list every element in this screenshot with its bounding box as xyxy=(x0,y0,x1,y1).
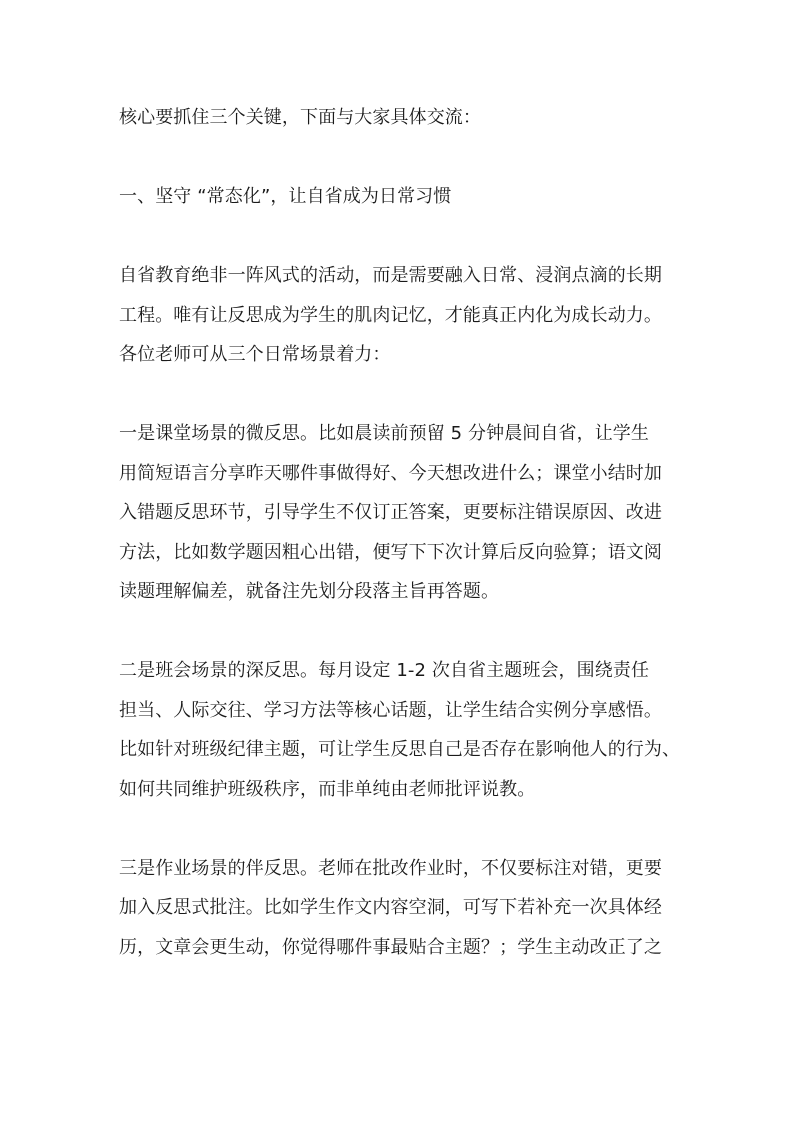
paragraph-line: 历，文章会更生动，你觉得哪件事最贴合主题？；学生主动改正了之 xyxy=(119,936,662,958)
paragraph-line: 入错题反思环节，引导学生不仅订正答案，更要标注错误原因、改进 xyxy=(119,502,662,523)
paragraph-spacer xyxy=(119,375,684,415)
paragraph xyxy=(119,651,684,809)
paragraph-line: 用简短语言分享昨天哪件事做得好、今天想改进什么；课堂小结时加 xyxy=(119,462,662,484)
paragraph-line: 读题理解偏差，就备注先划分段落主旨再答题。 xyxy=(119,581,500,602)
paragraph-line: 如何共同维护班级秩序，而非单纯由老师批评说教。 xyxy=(119,778,536,800)
paragraph xyxy=(119,849,684,968)
paragraph-line: 三是作业场景的伴反思。老师在批改作业时，不仅要标注对错，更要 xyxy=(119,857,662,879)
intro-line: 核心要抓住三个关键，下面与大家具体交流： xyxy=(119,107,481,128)
paragraph-line: 自省教育绝非一阵风式的活动，而是需要融入日常、浸润点滴的长期 xyxy=(119,265,662,286)
paragraph-spacer xyxy=(119,217,684,257)
document-body xyxy=(119,98,684,967)
paragraph-line: 一是课堂场景的微反思。比如晨读前预留 5 分钟晨间自省，让学生 xyxy=(119,423,649,444)
paragraph-line: 工程。唯有让反思成为学生的肌肉记忆，才能真正内化为成长动力。 xyxy=(119,304,662,326)
paragraph-line: 方法，比如数学题因粗心出错，便写下下次计算后反向验算；语文阅 xyxy=(119,541,662,563)
paragraph-line: 二是班会场景的深反思。每月设定 1-2 次自省主题班会，围绕责任 xyxy=(119,660,650,681)
paragraph xyxy=(119,414,684,612)
paragraph xyxy=(119,256,684,375)
paragraph-line: 各位老师可从三个日常场景着力： xyxy=(119,344,391,365)
paragraph-spacer xyxy=(119,612,684,652)
paragraph-line: 担当、人际交往、学习方法等核心话题，让学生结合实例分享感悟。 xyxy=(119,699,662,721)
paragraph-spacer xyxy=(119,809,684,849)
paragraph-line: 比如针对班级纪律主题，可让学生反思自己是否存在影响他人的行为、 xyxy=(119,739,681,760)
section-heading: 一、坚守 “常态化”，让自省成为日常习惯 xyxy=(119,186,452,207)
paragraph-line: 加入反思式批注。比如学生作文内容空洞，可写下若补充一次具体经 xyxy=(119,897,662,918)
paragraph-spacer xyxy=(119,138,684,178)
